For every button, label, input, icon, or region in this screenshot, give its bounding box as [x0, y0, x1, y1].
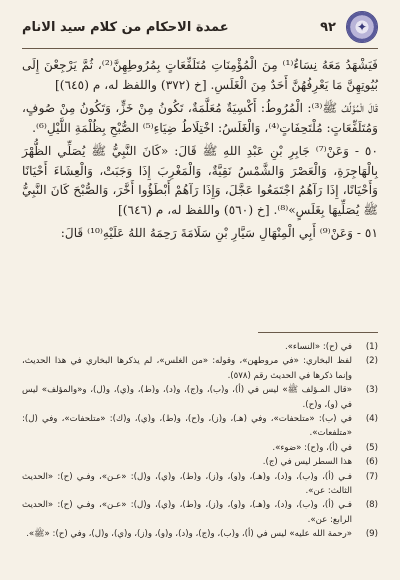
footnote-number: (2)	[365, 356, 378, 367]
footnote	[22, 455, 378, 469]
footnote-text: في (ب): «متلحفات»، وفي (هـ)، و(ز)، و(ح)، و(ط)، و(ي)، و(ك): «متلحفات»، وفي (ل): «متلفعات».	[22, 414, 352, 439]
paragraph: فَيَشْهَدُ مَعَهُ نِسَاءٌ⁽¹⁾ مِنَ الْمُؤْمِنَاتِ مُتَلَفِّعَاتٍ بِمُرُوطِهِنَّ⁽²⁾، ثُمَّ يَرْجِعْنَ إِلَى بُيُوتِهِنَّ مَا يَعْرِفُهُنَّ أَحَدٌ مِنَ الْغَلَسِ. [خ (٣٧٢) واللفظ له، م (٦٤٥)]	[22, 58, 378, 92]
footnote	[22, 354, 378, 383]
footnote-number: (5)	[365, 442, 378, 453]
footnote-number: (8)	[365, 500, 378, 511]
book-title: عمدة الاحكام من كلام سيد الانام	[22, 19, 229, 35]
footnote	[22, 383, 378, 412]
footnote-text: «قال المـؤلف ﷺ» ليس في (أ)، و(ب)، و(ج)، و(د)، و(ط)، و(ي)، و(ل)، و«والمؤلف» ليس في (و)، و(ح).	[22, 385, 352, 410]
emblem-icon: ✦	[346, 11, 378, 43]
footnote-number: (9)	[365, 529, 378, 540]
footnote-text: فـي (أ)، و(ب)، و(د)، و(هـ)، و(و)، و(ز)، و(ط)، و(ي)، و(ل): «عـن»، وفـي (ح): «الحديث الرابع: عن».	[22, 500, 352, 525]
footnote	[22, 441, 378, 455]
footnote-number: (6)	[365, 457, 378, 468]
footnote-text: في (أ)، و(ح): «ضوء».	[272, 442, 352, 453]
footnote	[22, 340, 378, 354]
footnote-number: (3)	[365, 385, 378, 396]
footnote-text: لفظ البخاري: «في مروطهن»، وقوله: «من الغلس»، لم يذكرها البخاري في هذا الحديث، وإنما ذكرها في الحديث رقم (٥٧٨).	[22, 356, 352, 381]
footnote-text: هذا السطر ليس في (ج).	[262, 457, 352, 468]
footnote	[22, 527, 378, 541]
page-header	[22, 8, 378, 46]
paragraph: ٥٠ - وَعَنْ⁽⁷⁾ جَابِرِ بْنِ عَبْدِ اللهِ ﷺ قَالَ: «كَانَ النَّبِيُّ ﷺ يُصَلِّي الظُّهْرَ بِالْهَاجِرَةِ، وَالْعَصْرَ وَالشَّمْسُ نَقِيَّةٌ، وَالْمَغْرِبَ إِذَا وَجَبَتْ، وَالْعِشَاءَ أَحْيَانًا وَأَحْيَانًا، إِذَا رَآهُمُ اجْتَمَعُوا عَجَّلَ، وَإِذَا رَآهُمْ أَبْطَؤُوا أَخَّرَ، وَالصُّبْحَ كَانَ النَّبِيُّ ﷺ يُصَلِّيهَا بِغَلَسٍ»⁽⁸⁾. [خ (٥٦٠) واللفظ له، م (٦٤٦)]	[22, 144, 378, 217]
footnote-divider	[258, 332, 378, 333]
page-number: ٩٢	[320, 19, 336, 35]
footnote-text: فـي (أ)، و(ب)، و(د)، و(هـ)، و(و)، و(ز)، و(ط)، و(ي)، و(ل): «عـن»، وفـي (ح): «الحديث الثالث: عن».	[22, 471, 352, 497]
paragraph: ٥١ - وَعَنْ⁽⁹⁾ أَبِي الْمِنْهَالِ سَيَّارِ بْنِ سَلَامَةَ رَحِمَهُ اللهُ عَلَيْهِ⁽¹⁰⁾ قَالَ:	[60, 226, 378, 240]
footnote-number: (7)	[365, 471, 378, 482]
footnote-text: في (ح): «النساء».	[284, 342, 352, 352]
main-text	[22, 56, 378, 248]
footnote	[22, 498, 378, 527]
footnote	[22, 470, 378, 499]
header-divider	[22, 48, 378, 49]
footnote-text: «رحمة الله عليه» ليس في (أ)، و(ب)، و(ج)، و(د)، و(و)، و(ز)، و(ي)، و(ل)، وفي (ح): «ﷺ».	[26, 529, 352, 540]
footnote	[22, 412, 378, 441]
footnotes	[22, 340, 378, 542]
footnote-number: (4)	[365, 414, 378, 425]
paragraph: قَالَ الْمُؤَلِّفُ ﷺ⁽³⁾: الْمُرُوطُ: أَكْسِيَةٌ مُعَلَّمَةٌ، تَكُونُ مِنْ خَزٍّ، وَتَكُونُ مِنْ صُوفٍ، وَمُتَلَفِّعَاتٍ: مُلْتَحِفَاتٍ⁽⁴⁾، وَالْغَلَسُ: اخْتِلَاطُ ضِيَاءِ⁽⁵⁾ الصُّبْحِ بِظُلْمَةِ اللَّيْلِ⁽⁶⁾.	[22, 101, 378, 135]
header-right	[320, 11, 378, 43]
footnote-number: (1)	[365, 342, 378, 352]
